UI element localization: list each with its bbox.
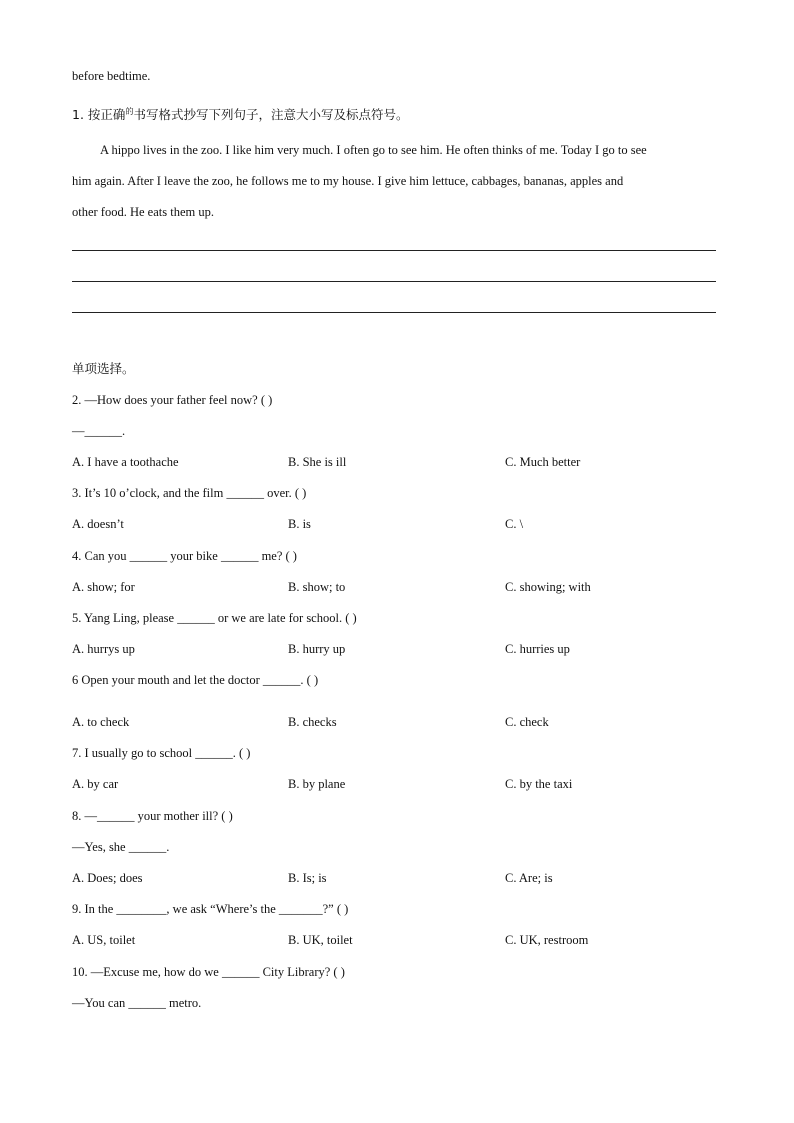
- question-9-stem: 9. In the ________, we ask “Where’s the _______?” ( ): [72, 902, 349, 916]
- question-9-option-b[interactable]: B. UK, toilet: [288, 933, 353, 947]
- question-9-option-a[interactable]: A. US, toilet: [72, 933, 136, 947]
- page-top-line: before bedtime.: [72, 69, 151, 83]
- question-4-option-c[interactable]: C. showing; with: [505, 580, 591, 594]
- question-5-option-a[interactable]: A. hurrys up: [72, 642, 135, 656]
- question-8-option-c[interactable]: C. Are; is: [505, 871, 553, 885]
- q1-instruction-b: 书写格式抄写下列句子，注意大小写及标点符号。: [133, 107, 409, 122]
- question-7-option-a[interactable]: A. by car: [72, 777, 119, 791]
- question-5-stem: 5. Yang Ling, please ______ or we are late for school. ( ): [72, 611, 357, 625]
- q1-passage-line-2: him again. After I leave the zoo, he follows me to my house. I give him lettuce, cabbages, bananas, apples and: [72, 174, 624, 188]
- question-4-option-b[interactable]: B. show; to: [288, 580, 346, 594]
- question-6-option-a[interactable]: A. to check: [72, 715, 130, 729]
- question-6-option-c[interactable]: C. check: [505, 715, 549, 729]
- question-2-stem: 2. —How does your father feel now? ( ): [72, 393, 273, 407]
- writing-line-2[interactable]: [72, 281, 716, 282]
- question-5-option-c[interactable]: C. hurries up: [505, 642, 570, 656]
- question-6-option-b[interactable]: B. checks: [288, 715, 337, 729]
- question-4-stem: 4. Can you ______ your bike ______ me? ( ): [72, 549, 297, 563]
- q1-instruction-sup: 的: [125, 107, 134, 116]
- question-5-option-b[interactable]: B. hurry up: [288, 642, 346, 656]
- q1-passage-line-1: A hippo lives in the zoo. I like him very much. I often go to see him. He often thinks of me. Today I go to see: [100, 143, 647, 157]
- question-2-option-a[interactable]: A. I have a toothache: [72, 455, 179, 469]
- question-6-stem: 6 Open your mouth and let the doctor ______. ( ): [72, 673, 319, 687]
- question-8-option-a[interactable]: A. Does; does: [72, 871, 143, 885]
- q1-passage-line-3: other food. He eats them up.: [72, 205, 214, 219]
- question-8-stem: 8. —______ your mother ill? ( ): [72, 809, 233, 823]
- section-title: 单项选择。: [72, 361, 135, 376]
- question-7-option-b[interactable]: B. by plane: [288, 777, 346, 791]
- question-10-answer-line: —You can ______ metro.: [72, 996, 202, 1010]
- q1-instruction: [72, 107, 408, 125]
- question-3-option-a[interactable]: A. doesn’t: [72, 517, 124, 531]
- question-7-option-c[interactable]: C. by the taxi: [505, 777, 573, 791]
- question-7-stem: 7. I usually go to school ______. ( ): [72, 746, 251, 760]
- question-8-answer-line: —Yes, she ______.: [72, 840, 170, 854]
- question-10-stem: 10. —Excuse me, how do we ______ City Library? ( ): [72, 965, 345, 979]
- q1-instruction-a: 按正确: [87, 107, 126, 122]
- question-2-answer-line: —______.: [72, 424, 126, 438]
- question-9-option-c[interactable]: C. UK, restroom: [505, 933, 589, 947]
- question-2-option-b[interactable]: B. She is ill: [288, 455, 347, 469]
- writing-line-3[interactable]: [72, 312, 716, 313]
- question-3-option-b[interactable]: B. is: [288, 517, 311, 531]
- q1-number: 1.: [72, 107, 84, 122]
- writing-line-1[interactable]: [72, 250, 716, 251]
- question-3-option-c[interactable]: C. \: [505, 517, 524, 531]
- question-3-stem: 3. It’s 10 o’clock, and the film ______ over. ( ): [72, 486, 307, 500]
- question-2-option-c[interactable]: C. Much better: [505, 455, 581, 469]
- question-8-option-b[interactable]: B. Is; is: [288, 871, 327, 885]
- question-4-option-a[interactable]: A. show; for: [72, 580, 135, 594]
